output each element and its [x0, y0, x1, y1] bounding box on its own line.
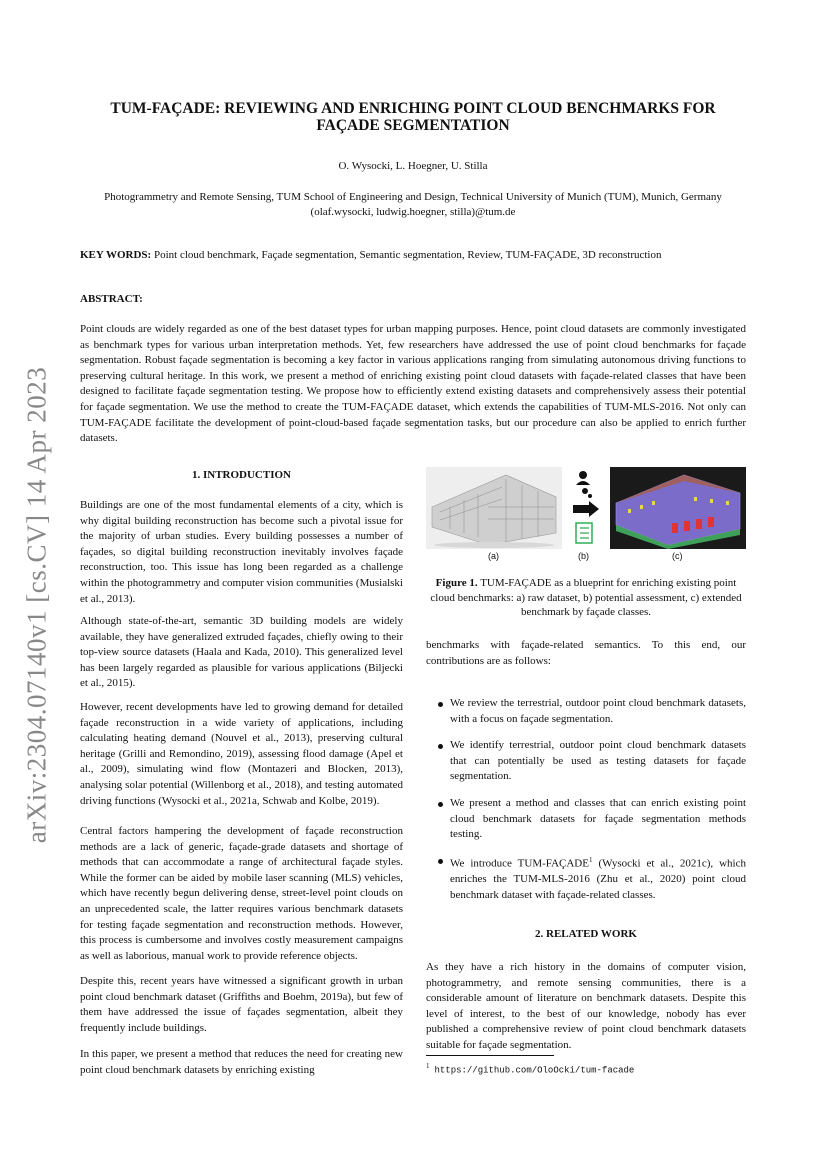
arrow-right-icon [573, 501, 599, 517]
keywords [80, 249, 746, 261]
figure-caption-label: Figure 1. [435, 577, 478, 589]
assessment-icons [571, 469, 601, 547]
intro-paragraph-3: However, recent developments have led to growing demand for detailed façade reconstruction in a wide variety of applications, including calculating heating demand (Nouvel et al., 2013), preserving cultural heritage (Grilli and Remondino, 2019), assessing flood damage (Apel et al., 2009), simulating wind flow (Montazeri and Blocken, 2013), analysing solar potential (Willenborg et al., 2018), and testing automated driving functions (Wysocki et al., 2021a, Schwab and Kolbe, 2019). [80, 701, 403, 807]
footnote-link[interactable]: https://github.com/OloOcki/tum-facade [434, 1065, 635, 1076]
person-icon [576, 471, 590, 485]
intro-paragraph-1: Buildings are one of the most fundamental elements of a city, which is why digital building reconstruction has become such a pivotal issue for the majority of urban studies. Every building possesses a number of façades, so digital building reconstruction inevitably involves façade reconstruction, too. This issue has long been regarded as a challenge within the photogrammetry and computer vision communities (Musialski et al., 2013). [80, 499, 403, 605]
abstract-body: Point clouds are widely regarded as one of the best dataset types for urban mapping purposes. Hence, point cloud datasets are commonly investigated as benchmark types for various urban interpretation methods. Yet, few researchers have addressed the use of point cloud benchmarks for façade segmentation. Robust façade segmentation is becoming a key factor in various applications ranging from simulating autonomous driving functions to preserving cultural heritage. In this work, we present a method of enriching existing point cloud datasets with façade-related classes that have been designed to facilitate façade segmentation testing. We propose how to efficiently extend existing datasets and comprehensively assess their potential for façade segmentation. We use the method to create the TUM-FAÇADE dataset, which extends the capabilities of TUM-MLS-2016. Not only can TUM-FAÇADE facilitate the development of point-cloud-based façade segmentation tasks, but our procedure can also be applied to enrich further datasets. [80, 323, 746, 445]
footnote-marker: 1 [588, 856, 593, 864]
figure-1-caption [426, 576, 746, 620]
raw-point-cloud-image [426, 467, 562, 549]
footnote-number: 1 [426, 1062, 430, 1070]
intro-paragraph-5: Despite this, recent years have witnessed a significant growth in urban point cloud benchmark dataset (Griffiths and Boehm, 2019a), but few of them have addressed the issue of façades segmentation, albeit they frequently include buildings. [80, 975, 403, 1034]
figure-caption-text: TUM-FAÇADE as a blueprint for enriching existing point cloud benchmarks: a) raw dataset, b) potential assessment, c) extended benchmark by façade classes. [430, 577, 742, 618]
figure-label-b: (b) [578, 551, 589, 561]
intro-paragraph-6: In this paper, we present a method that reduces the need for creating new point cloud benchmark datasets by enriching existing [80, 1048, 403, 1076]
arxiv-identifier: arXiv:2304.07140v1 [cs.CV] 14 Apr 2023 [21, 366, 52, 844]
contribution-text: We review the terrestrial, outdoor point cloud benchmark datasets, with a focus on façade segmentation. [450, 697, 746, 725]
abstract-heading: ABSTRACT: [80, 293, 143, 305]
affiliation [80, 190, 746, 220]
affiliation-line-1: Photogrammetry and Remote Sensing, TUM School of Engineering and Design, Technical University of Munich (TUM), Munich, Germany [104, 191, 722, 203]
contribution-text [450, 853, 746, 903]
figure-label-a: (a) [488, 551, 499, 561]
footnote-divider [426, 1055, 554, 1056]
figure-1 [426, 467, 746, 567]
intro-paragraph-4: Central factors hampering the development of façade reconstruction methods are a lack of generic, façade-grade datasets and shortage of methods that can accommodate a range of architectural façade styles. While the former can be aided by mobile laser scanning (MLS) vehicles, which have recently begun delivering dense, street-level point clouds on an unprecedented scale, the latter requires various benchmark datasets for testing façade segmentation and reconstruction methods. However, this process is cumbersome and involves costly measurement campaigns as well as laborious, manual work to provide reference objects. [80, 825, 403, 962]
contribution-text: We present a method and classes that can enrich existing point cloud benchmark datasets for façade segmentation methods testing. [450, 797, 746, 841]
bullet-icon [438, 744, 443, 749]
contribution-item [438, 853, 746, 903]
bullet-icon [438, 702, 443, 707]
paper-title: TUM-FAÇADE: REVIEWING AND ENRICHING POINT CLOUD BENCHMARKS FOR FAÇADE SEGMENTATION [110, 100, 716, 134]
contribution-text-start: We introduce TUM-FAÇADE [450, 857, 589, 870]
keywords-text: Point cloud benchmark, Façade segmentation, Semantic segmentation, Review, TUM-FAÇADE, 3D reconstruction [151, 249, 662, 261]
section-related-work-heading: 2. RELATED WORK [535, 928, 637, 940]
keywords-label: KEY WORDS: [80, 249, 152, 261]
contribution-item [438, 738, 746, 785]
section-introduction-heading: 1. INTRODUCTION [191, 469, 291, 481]
extended-benchmark-image [610, 467, 746, 549]
intro-paragraph-2: Although state-of-the-art, semantic 3D building models are widely available, they have generalized extruded façades, chiefly owing to their top-view source datasets (Haala and Kada, 2010). This generalized level has been largely regarded as plausible for various applications (Biljecki et al., 2015). [80, 615, 403, 690]
contribution-text-end: (Wysocki et al., 2021c), which enriches the TUM-MLS-2016 (Zhu et al., 2020) point cloud benchmark dataset with façade-related classes. [450, 857, 746, 901]
contribution-item [438, 796, 746, 843]
contributions-intro: benchmarks with façade-related semantics. To this end, our contributions are as follows: [426, 639, 746, 667]
related-work-paragraph-1: As they have a rich history in the domains of computer vision, photogrammetry, and remote sensing communities, there is a considerable amount of literature on benchmark datasets. Despite this level of interest, to the best of our knowledge, nobody has ever published a comprehensive review of point cloud benchmark datasets suitable for façade segmentation. [426, 961, 746, 1051]
arxiv-sidebar [18, 360, 56, 850]
checklist-icon [576, 523, 592, 543]
figure-label-c: (c) [672, 551, 683, 561]
contribution-item [438, 696, 746, 727]
contribution-text: We identify terrestrial, outdoor point cloud benchmark datasets that can potentially be used as testing datasets for façade segmentation. [450, 739, 746, 783]
authors: O. Wysocki, L. Hoegner, U. Stilla [338, 160, 488, 172]
bullet-icon [438, 859, 443, 864]
affiliation-emails: (olaf.wysocki, ludwig.hoegner, stilla)@tum.de [310, 206, 516, 218]
footnote [426, 1062, 634, 1075]
gears-icon [582, 488, 592, 498]
bullet-icon [438, 802, 443, 807]
